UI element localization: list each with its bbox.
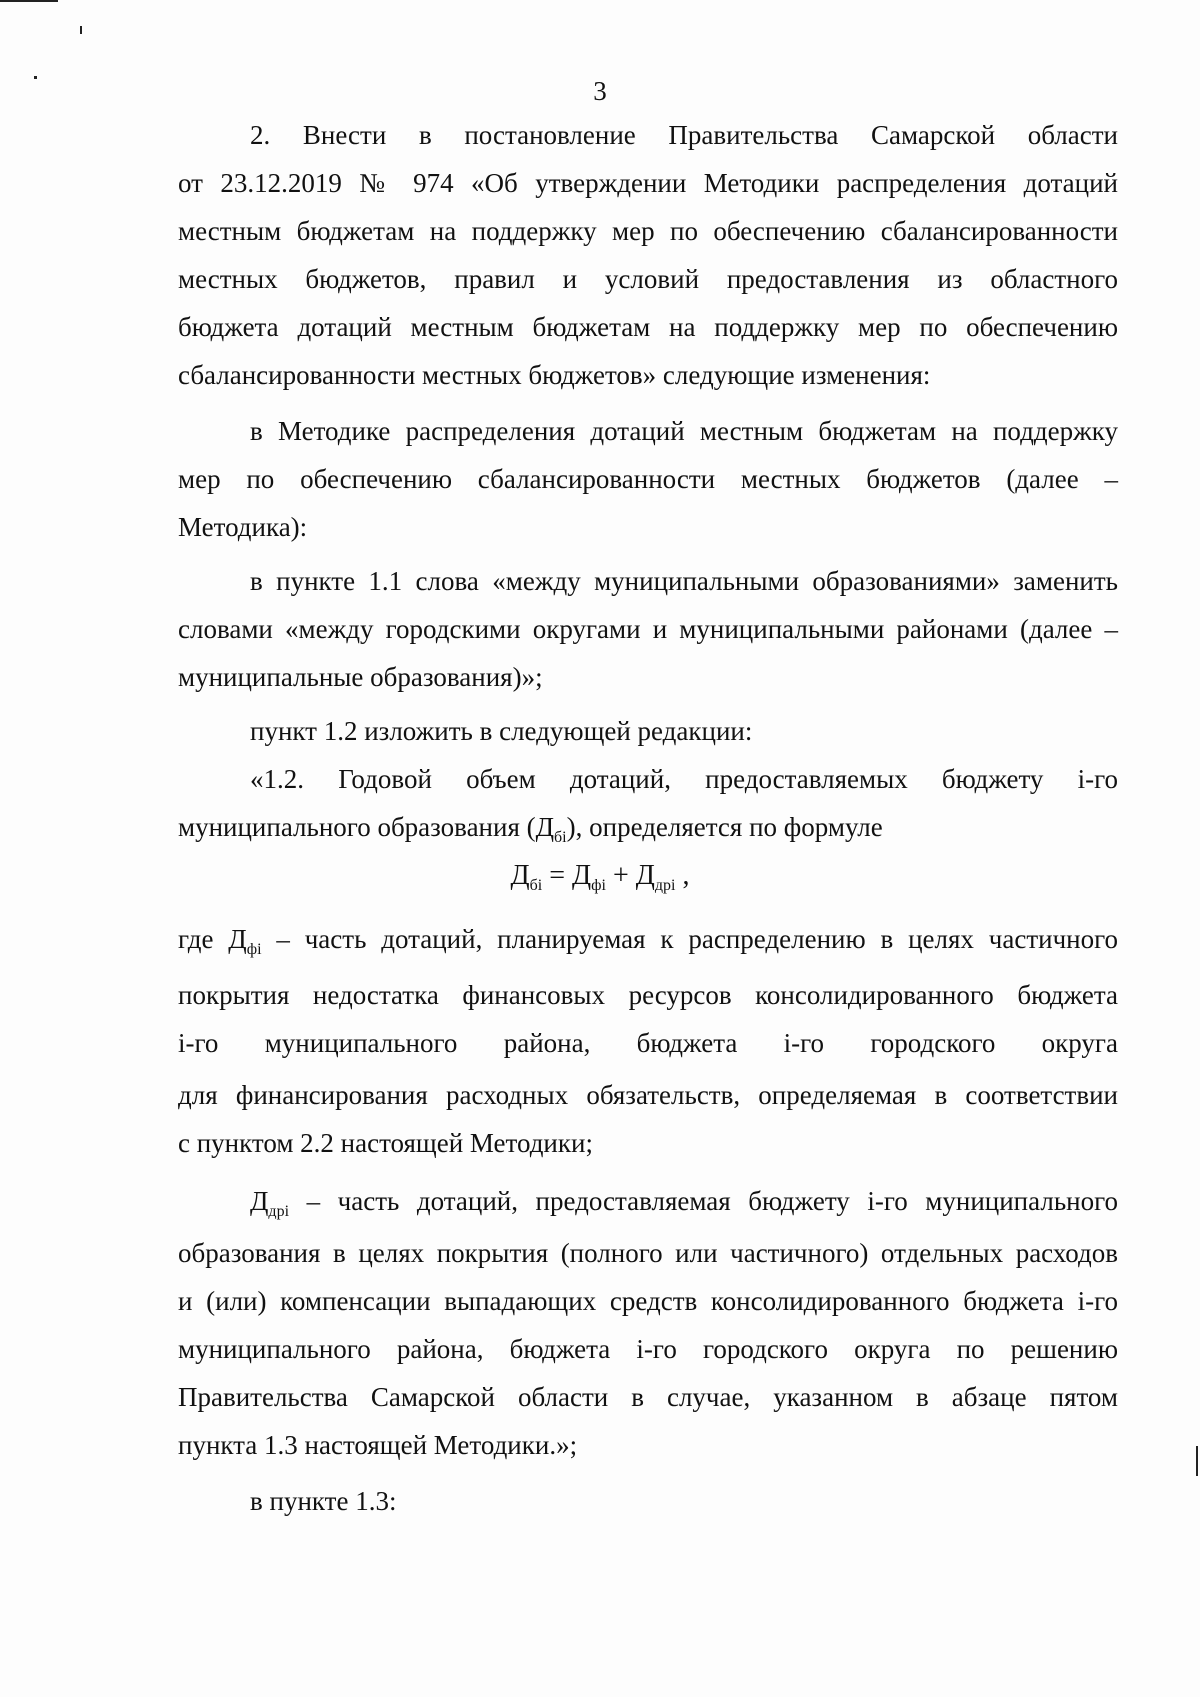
paragraph-line: в пункте 1.1 слова «между муниципальными образованиями» заменить	[250, 566, 1118, 596]
paragraph-line: в пункте 1.3:	[250, 1486, 397, 1516]
subscript: бi	[554, 829, 567, 846]
paragraph-line-with-subscript	[178, 922, 1118, 956]
formula-operator: =	[542, 860, 573, 891]
paragraph-line: 2. Внести в постановление Правительства Самарской области	[250, 120, 1118, 150]
page-number: 3	[593, 76, 607, 106]
paragraph-line: Правительства Самарской области в случае, указанном в абзаце пятом	[178, 1382, 1118, 1412]
paragraph-line: мер по обеспечению сбалансированности местных бюджетов (далее –	[178, 464, 1118, 494]
text-run: муниципального образования (Д	[178, 812, 555, 842]
paragraph-line: в Методике распределения дотаций местным бюджетам на поддержку	[250, 416, 1118, 446]
text-run: Д	[250, 1186, 269, 1216]
paragraph-line: и (или) компенсации выпадающих средств консолидированного бюджета i-го	[178, 1286, 1118, 1316]
paragraph-line: образования в целях покрытия (полного или частичного) отдельных расходов	[178, 1238, 1118, 1268]
scan-edge-mark	[0, 0, 58, 2]
formula-subscript: фi	[591, 877, 606, 894]
scan-speck	[80, 26, 82, 34]
paragraph-line: муниципальные образования)»;	[178, 662, 543, 692]
paragraph-line: местных бюджетов, правил и условий предоставления из областного	[178, 264, 1118, 294]
formula-operator: +	[605, 860, 636, 891]
paragraph-line: местным бюджетам на поддержку мер по обеспечению сбалансированности	[178, 216, 1118, 246]
paragraph-line: от 23.12.2019 № 974 «Об утверждении Методики распределения дотаций	[178, 168, 1118, 198]
paragraph-line: «1.2. Годовой объем дотаций, предоставляемых бюджету i-го	[250, 764, 1118, 794]
scan-edge-mark	[1196, 1446, 1198, 1476]
formula-subscript: дрi	[654, 877, 676, 894]
formula-symbol: Д	[635, 860, 655, 891]
paragraph-line: покрытия недостатка финансовых ресурсов консолидированного бюджета	[178, 980, 1118, 1010]
paragraph-line: i-го муниципального района, бюджета i-го городского округа	[178, 1028, 1118, 1058]
subscript: фi	[246, 941, 262, 958]
text-run: – часть дотаций, предоставляемая бюджету i-го муниципального	[289, 1186, 1118, 1216]
subscript: дрi	[268, 1203, 290, 1220]
paragraph-line: Методика):	[178, 512, 308, 542]
paragraph-line: словами «между городскими округами и муниципальными районами (далее –	[178, 614, 1118, 644]
text-run: где Д	[178, 924, 247, 954]
paragraph-line: муниципального района, бюджета i-го городского округа по решению	[178, 1334, 1118, 1364]
paragraph-line: пункт 1.2 изложить в следующей редакции:	[250, 716, 753, 746]
formula-symbol: Д	[510, 860, 530, 891]
formula	[0, 858, 1200, 894]
paragraph-line-with-subscript	[250, 1184, 1118, 1218]
paragraph-line: пункта 1.3 настоящей Методики.»;	[178, 1430, 578, 1460]
text-run: – часть дотаций, планируемая к распределению в целях частичного	[261, 924, 1118, 954]
paragraph-line: сбалансированности местных бюджетов» следующие изменения:	[178, 360, 931, 390]
formula-symbol: Д	[572, 860, 592, 891]
paragraph-line: бюджета дотаций местным бюджетам на поддержку мер по обеспечению	[178, 312, 1118, 342]
paragraph-line: для финансирования расходных обязательств, определяемая в соответствии	[178, 1080, 1118, 1110]
text-run: ), определяется по формуле	[566, 812, 883, 842]
paragraph-line: с пунктом 2.2 настоящей Методики;	[178, 1128, 593, 1158]
paragraph-line-with-subscript	[178, 810, 1118, 844]
formula-punct: ,	[675, 860, 690, 891]
formula-subscript: бi	[529, 877, 543, 894]
